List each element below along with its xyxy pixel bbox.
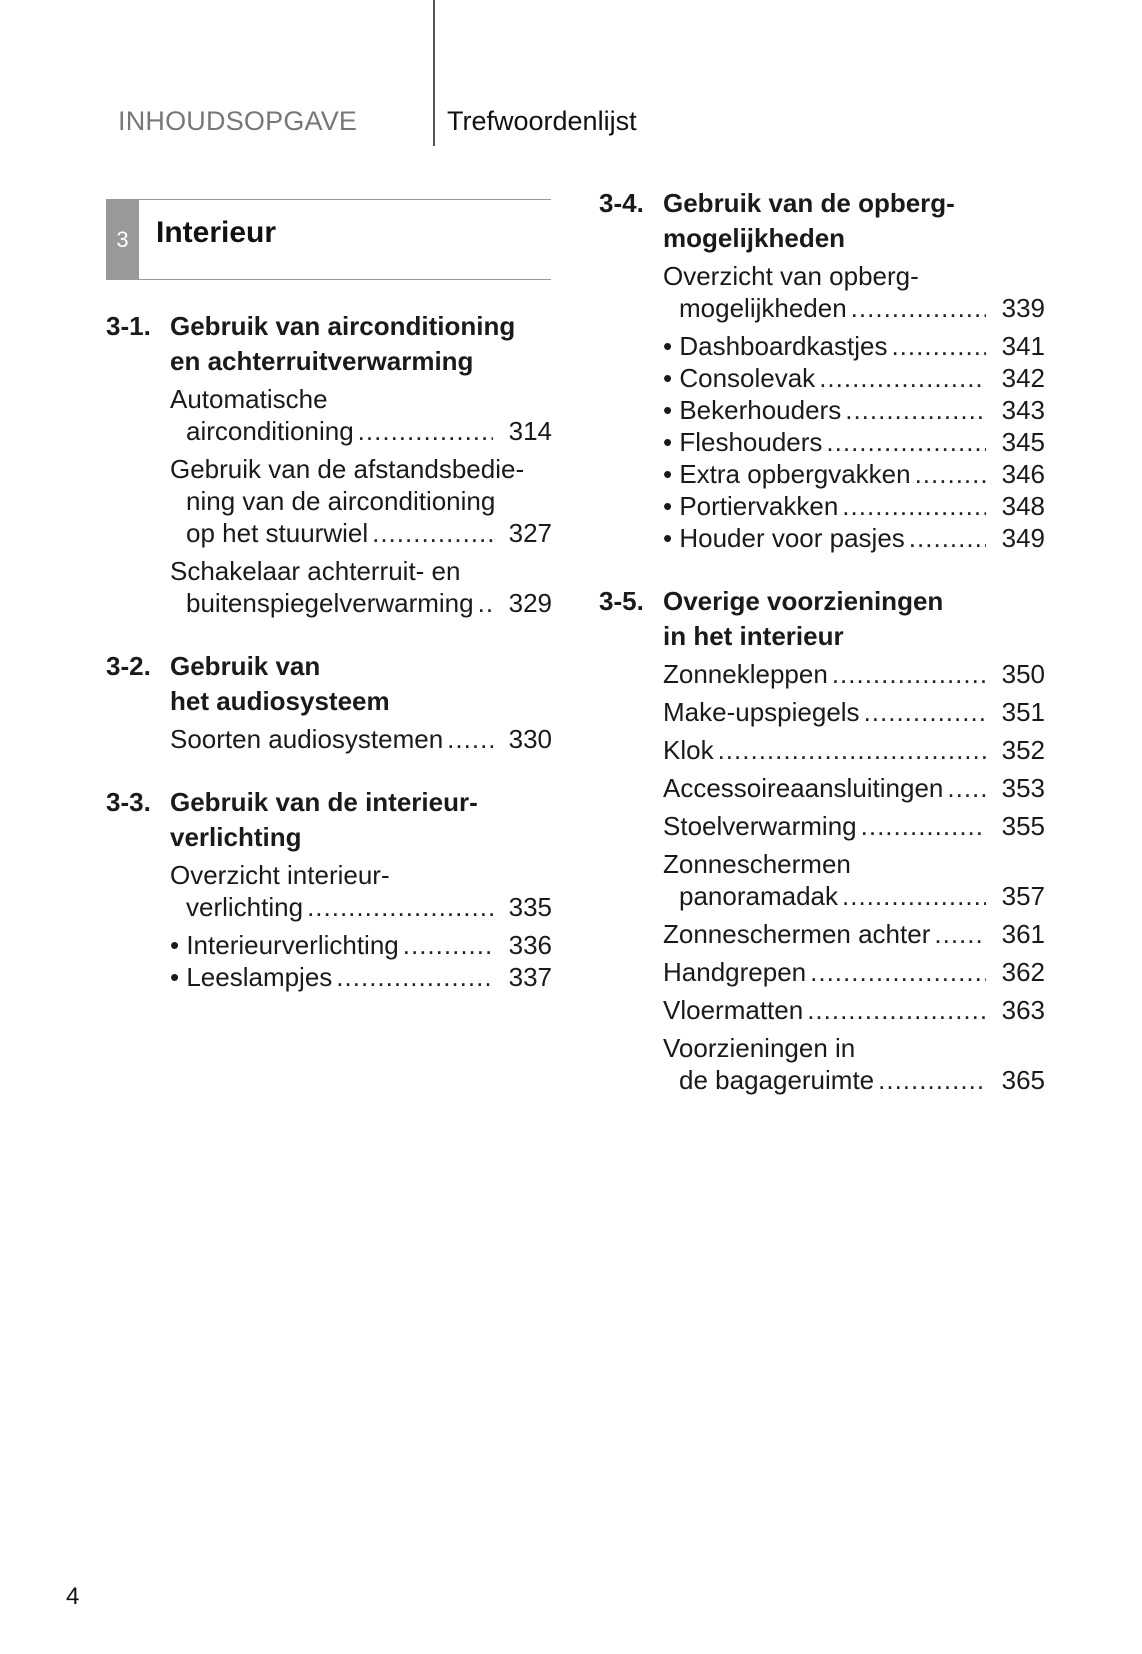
dot-leader: [878, 1064, 985, 1096]
toc-section: [599, 584, 1045, 1096]
entry-leader-row: [663, 522, 1045, 554]
section-entries: [106, 383, 552, 619]
dot-leader: [934, 918, 985, 950]
entry-text: • Fleshouders: [663, 427, 823, 457]
dot-leader: [810, 956, 985, 988]
page-ref[interactable]: 336: [508, 930, 552, 960]
section-heading[interactable]: [599, 186, 1045, 256]
section-entries: [106, 723, 552, 755]
page-ref[interactable]: 361: [1001, 919, 1045, 949]
page-ref[interactable]: 362: [1001, 957, 1045, 987]
dot-leader: [826, 426, 985, 458]
entry-text: de bagageruimte: [679, 1065, 875, 1095]
toc-section: [599, 186, 1045, 554]
entry-text: panoramadak: [679, 881, 838, 911]
toc-entry[interactable]: [663, 490, 1045, 522]
dot-leader: [842, 490, 985, 522]
chapter-banner: [106, 199, 551, 280]
section-title-line: Gebruik van airconditioning: [170, 311, 516, 341]
section-entries: [599, 260, 1045, 554]
section-title-line: in het interieur: [663, 621, 844, 651]
entry-leader-row: [663, 658, 1045, 690]
entry-text: Soorten audiosystemen: [170, 724, 444, 754]
entry-leader-row: [663, 330, 1045, 362]
entry-leader-row: [170, 517, 552, 549]
entry-text: Zonneschermen achter: [663, 919, 931, 949]
page-ref[interactable]: 349: [1001, 523, 1045, 553]
toc-entry[interactable]: [663, 1032, 1045, 1096]
page-ref[interactable]: 337: [508, 962, 552, 992]
toc-entry[interactable]: [663, 522, 1045, 554]
page-ref[interactable]: 365: [1001, 1065, 1045, 1095]
entry-text: Handgrepen: [663, 957, 807, 987]
dot-leader: [915, 458, 986, 490]
page-ref[interactable]: 327: [508, 518, 552, 548]
section-heading[interactable]: [599, 584, 1045, 654]
page-ref[interactable]: 341: [1001, 331, 1045, 361]
page-ref[interactable]: 339: [1001, 293, 1045, 323]
toc-entry[interactable]: [663, 994, 1045, 1026]
entry-text: buitenspiegelverwarming: [186, 588, 474, 618]
entry-text: Klok: [663, 735, 714, 765]
page-ref[interactable]: 348: [1001, 491, 1045, 521]
entry-leader-row: [663, 362, 1045, 394]
dot-leader: [909, 522, 986, 554]
dot-leader: [864, 696, 986, 728]
toc-section: [106, 649, 552, 755]
page-ref[interactable]: 345: [1001, 427, 1045, 457]
dot-leader: [447, 723, 492, 755]
entry-text: Stoelverwarming: [663, 811, 857, 841]
section-title: [663, 186, 1045, 256]
dot-leader: [478, 587, 493, 619]
entry-text: verlichting: [186, 892, 304, 922]
section-title: [663, 584, 1045, 654]
entry-leader-row: [663, 292, 1045, 324]
page-ref[interactable]: 342: [1001, 363, 1045, 393]
dot-leader: [845, 394, 985, 426]
entry-text: Make-upspiegels: [663, 697, 860, 727]
section-number: 3-4.: [599, 188, 644, 218]
entry-leader-row: [663, 394, 1045, 426]
dot-leader: [947, 772, 985, 804]
section-entries: [106, 859, 552, 993]
toc-entry[interactable]: [663, 362, 1045, 394]
section-number: 3-3.: [106, 787, 151, 817]
toc-entry[interactable]: [663, 260, 1045, 324]
section-heading[interactable]: [106, 785, 552, 855]
entry-text: mogelijkheden: [679, 293, 847, 323]
entry-leader-row: [663, 734, 1045, 766]
dot-leader: [358, 415, 493, 447]
toc-entry[interactable]: [170, 929, 552, 961]
page-ref[interactable]: 353: [1001, 773, 1045, 803]
page-ref[interactable]: 346: [1001, 459, 1045, 489]
toc-column-right: [599, 186, 1045, 1126]
dot-leader: [403, 929, 493, 961]
toc-entry[interactable]: [170, 383, 552, 447]
entry-text: • Portiervakken: [663, 491, 839, 521]
entry-text-line: Schakelaar achterruit- en: [170, 556, 461, 586]
section-title-line: het audiosysteem: [170, 686, 390, 716]
toc-entry[interactable]: [663, 772, 1045, 804]
section-number: 3-2.: [106, 651, 151, 681]
section-title: [170, 649, 552, 719]
page-ref[interactable]: 314: [508, 416, 552, 446]
entry-text: Accessoireaansluitingen: [663, 773, 944, 803]
toc-entry[interactable]: [663, 956, 1045, 988]
entry-leader-row: [663, 956, 1045, 988]
toc-entry[interactable]: [663, 394, 1045, 426]
toc-entry[interactable]: [663, 696, 1045, 728]
entry-leader-row: [663, 490, 1045, 522]
toc-entry[interactable]: [663, 426, 1045, 458]
dot-leader: [891, 330, 985, 362]
toc-section: [106, 785, 552, 993]
dot-leader: [851, 292, 986, 324]
toc-entry[interactable]: [170, 555, 552, 619]
toc-entry[interactable]: [663, 330, 1045, 362]
entry-text-line: Automatische: [170, 384, 328, 414]
entry-text: • Dashboardkastjes: [663, 331, 888, 361]
section-heading[interactable]: [106, 649, 552, 719]
section-number: 3-1.: [106, 311, 151, 341]
section-title-line: Overige voorzieningen: [663, 586, 944, 616]
entry-leader-row: [663, 810, 1045, 842]
entry-leader-row: [170, 723, 552, 755]
section-entries: [599, 658, 1045, 1096]
page-ref[interactable]: 351: [1001, 697, 1045, 727]
toc-entry[interactable]: [170, 723, 552, 755]
entry-text: • Bekerhouders: [663, 395, 842, 425]
entry-leader-row: [663, 426, 1045, 458]
section-title-line: en achterruitverwarming: [170, 346, 474, 376]
entry-text: Vloermatten: [663, 995, 804, 1025]
page-ref[interactable]: 363: [1001, 995, 1045, 1025]
entry-leader-row: [170, 929, 552, 961]
header-toc-tab[interactable]: INHOUDSOPGAVE: [118, 106, 358, 136]
toc-entry[interactable]: [663, 848, 1045, 912]
section-title-line: verlichting: [170, 822, 302, 852]
page-ref[interactable]: 335: [508, 892, 552, 922]
page-ref[interactable]: 329: [508, 588, 552, 618]
page-ref[interactable]: 350: [1001, 659, 1045, 689]
toc-section: [106, 309, 552, 619]
dot-leader: [372, 517, 493, 549]
entry-text: • Houder voor pasjes: [663, 523, 905, 553]
entry-leader-row: [663, 880, 1045, 912]
entry-text: op het stuurwiel: [186, 518, 369, 548]
toc-column-left: [106, 309, 552, 1023]
dot-leader: [718, 734, 986, 766]
entry-leader-row: [663, 994, 1045, 1026]
toc-entry[interactable]: [663, 658, 1045, 690]
page-ref[interactable]: 330: [508, 724, 552, 754]
toc-entry[interactable]: [663, 810, 1045, 842]
toc-entry[interactable]: [663, 458, 1045, 490]
dot-leader: [832, 658, 986, 690]
entry-leader-row: [663, 772, 1045, 804]
chapter-number: 3: [106, 200, 139, 279]
entry-leader-row: [663, 918, 1045, 950]
section-title-line: Gebruik van: [170, 651, 321, 681]
dot-leader: [842, 880, 986, 912]
section-title-line: mogelijkheden: [663, 223, 846, 253]
entry-text: Zonnekleppen: [663, 659, 828, 689]
chapter-title: Interieur: [156, 216, 277, 249]
toc-entry[interactable]: [170, 859, 552, 923]
entry-text: • Extra opbergvakken: [663, 459, 911, 489]
entry-text: • Interieurverlichting: [170, 930, 399, 960]
page-ref[interactable]: 352: [1001, 735, 1045, 765]
header-index-tab[interactable]: Trefwoordenlijst: [447, 106, 637, 136]
entry-text: • Leeslampjes: [170, 962, 333, 992]
entry-text-line: Voorzieningen in: [663, 1033, 856, 1063]
entry-leader-row: [663, 696, 1045, 728]
toc-entry[interactable]: [663, 918, 1045, 950]
entry-leader-row: [663, 458, 1045, 490]
entry-text-line: Overzicht interieur-: [170, 860, 390, 890]
entry-text-line: Overzicht van opberg-: [663, 261, 919, 291]
page-ref[interactable]: 357: [1001, 881, 1045, 911]
entry-leader-row: [663, 1064, 1045, 1096]
entry-text-line: ning van de airconditioning: [186, 486, 496, 516]
dot-leader: [336, 961, 492, 993]
toc-entry[interactable]: [663, 734, 1045, 766]
toc-entry[interactable]: [170, 961, 552, 993]
section-title: [170, 309, 552, 379]
entry-text-line: Gebruik van de afstandsbedie-: [170, 454, 525, 484]
dot-leader: [807, 994, 985, 1026]
dot-leader: [819, 362, 985, 394]
entry-text-line: Zonneschermen: [663, 849, 851, 879]
entry-leader-row: [170, 891, 552, 923]
entry-text: airconditioning: [186, 416, 354, 446]
section-number: 3-5.: [599, 586, 644, 616]
entry-leader-row: [170, 415, 552, 447]
section-title-line: Gebruik van de opberg-: [663, 188, 955, 218]
dot-leader: [307, 891, 493, 923]
section-heading[interactable]: [106, 309, 552, 379]
dot-leader: [861, 810, 986, 842]
entry-leader-row: [170, 587, 552, 619]
entry-text: • Consolevak: [663, 363, 816, 393]
page-ref[interactable]: 343: [1001, 395, 1045, 425]
section-title-line: Gebruik van de interieur-: [170, 787, 478, 817]
entry-leader-row: [170, 961, 552, 993]
toc-entry[interactable]: [170, 453, 552, 549]
section-title: [170, 785, 552, 855]
page-number: 4: [66, 1583, 80, 1610]
page-ref[interactable]: 355: [1001, 811, 1045, 841]
header-divider: [433, 0, 435, 146]
